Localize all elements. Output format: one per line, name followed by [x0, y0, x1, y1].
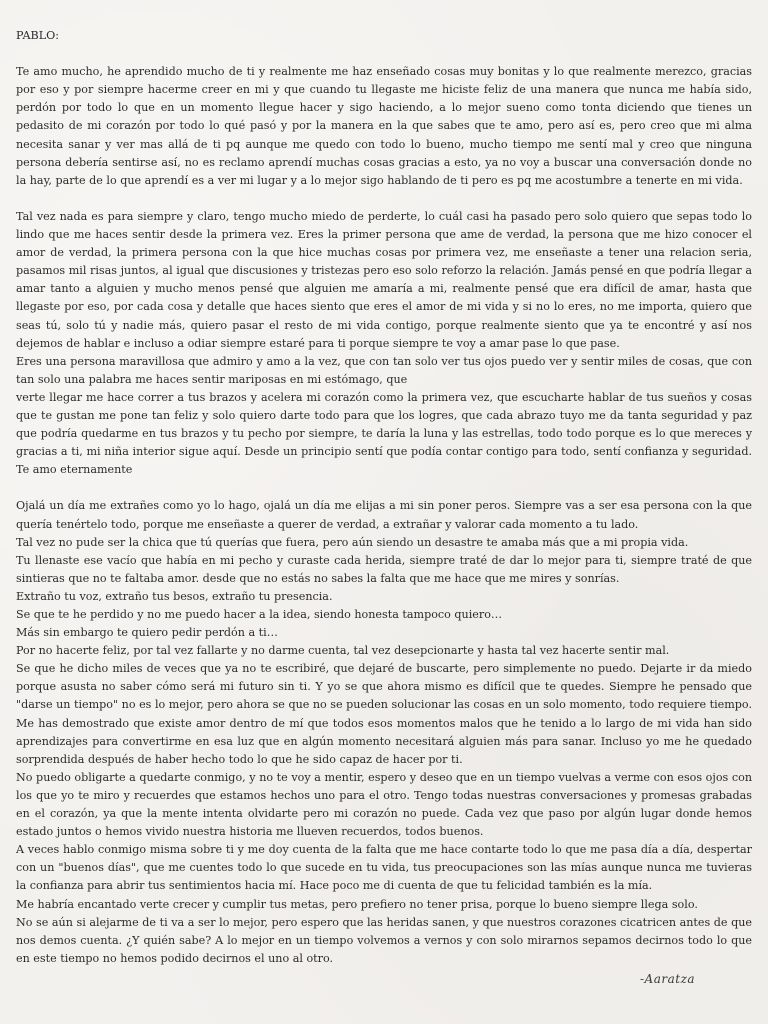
paragraph-spacer [16, 479, 752, 497]
letter-paragraph: Tal vez nada es para siempre y claro, tengo mucho miedo de perderte, lo cuál casi ha pasado pero solo quiero que sepas todo lo lindo que me haces sentir desde la primera vez. Eres la primer persona que ame de verdad, la persona que me hizo conocer el amor de verdad, la primera persona con la que hice muchas cosas por primera vez, me enseñaste a tener una relacion seria, pasamos mil risas juntos, al igual que discusiones y tristezas pero eso solo reforzo la relación. Jamás pensé en que podría llegar a amar tanto a alguien y mucho menos pensé que alguien me amaría a mi, realmente pensé que era difícil de amar, hasta que llegaste por eso, por cada cosa y detalle que haces siento que eres el amor de mi vida y si no lo eres, no me importa, quiero que seas tú, solo tú y nadie más, quiero pasar el resto de mi vida contigo, porque realmente siento que ya te encontré y así nos dejemos de hablar e incluso a odiar siempre estaré para ti porque siempre te voy a amar pase lo que pase. [16, 209, 752, 350]
letter-paragraph: A veces hablo conmigo misma sobre ti y me doy cuenta de la falta que me hace contarte todo lo que me pasa día a día, despertar con un "buenos días", que me cuentes todo lo que sucede en tu vida, tus preocupaciones son las mías aunque nunca me tuvieras la confianza para abrir tus sentimientos hacia mí. Hace poco me di cuenta de que tu felicidad también es la mía. [16, 843, 752, 893]
letter-paragraph: Ojalá un día me extrañes como yo lo hago, ojalá un día me elijas a mi sin poner peros. Siempre vas a ser esa persona con la que quería tenértelo todo, porque me enseñaste a querer de verdad, a extrañar y valorar cada momento a tu lado. [16, 499, 752, 531]
letter-salutation: PABLO: [16, 29, 59, 42]
letter-paragraph: Te amo mucho, he aprendido mucho de ti y realmente me haz enseñado cosas muy bonitas y lo que realmente merezco, gracias por eso y por siempre hacerme creer en mi y que cuando tu llegaste me hiciste feliz de una manera que nunca me había sido, perdón por todo lo que en un momento llegue hacer y sigo haciendo, a lo mejor sueno como tonta diciendo que tienes un pedasito de mi corazón por todo lo qué pasó y por la manera en la que sabes que te amo, pero así es, pero creo que mi alma necesita sanar y ver mas allá de ti pq aunque me quedo con todo lo bueno, mucho tiempo me sentí mal y creo que ninguna persona debería sentirse así, no es reclamo aprendí muchas cosas gracias a esto, ya no voy a buscar una conversación donde no la hay, parte de lo que aprendí es a ver mi lugar y a lo mejor sigo hablando de ti pero es pq me acostumbre a tenerte en mi vida. [16, 65, 752, 187]
paragraph-spacer [16, 190, 752, 208]
letter-paragraph: Me habría encantado verte crecer y cumplir tus metas, pero prefiero no tener prisa, porque lo bueno siempre llega solo. [16, 897, 698, 911]
letter-paragraph: Tal vez no pude ser la chica que tú querías que fuera, pero aún siendo un desastre te amaba más que a mi propia vida. [16, 535, 689, 549]
letter-paragraph: Por no hacerte feliz, por tal vez fallarte y no darme cuenta, tal vez desepcionarte y hasta tal vez hacerte sentir mal. [16, 644, 670, 658]
letter-paragraphs [16, 63, 752, 968]
letter-body [16, 27, 752, 968]
letter-paragraph: Extraño tu voz, extraño tus besos, extraño tu presencia. [16, 589, 333, 603]
letter-paragraph: Se que te he perdido y no me puedo hacer a la idea, siendo honesta tampoco quiero… [16, 608, 503, 621]
letter-paragraph: No se aún si alejarme de ti va a ser lo mejor, pero espero que las heridas sanen, y que nuestros corazones cicatricen antes de que nos demos cuenta. ¿Y quién sabe? A lo mejor en un tiempo volvemos a vernos y con solo mirarnos sepamos decirnos todo lo que en este tiempo no hemos podido decirnos el uno al otro. [16, 915, 752, 965]
letter-paragraph: Más sin embargo te quiero pedir perdón a ti… [16, 626, 278, 640]
letter-paragraph: Tu llenaste ese vacío que había en mi pecho y curaste cada herida, siempre traté de dar lo mejor para ti, siempre traté de que sintieras que no te faltaba amor. desde que no estás no sabes la falta que me hace que me mires y sonrías. [16, 553, 752, 585]
signature: -Aaratza [640, 972, 696, 986]
letter-paragraph: verte llegar me hace correr a tus brazos y acelera mi corazón como la primera vez, que escucharte hablar de tus sueños y cosas que te gustan me pone tan feliz y solo quiero darte todo para que los logres, que cada abrazo tuyo me da tanta seguridad y paz que podría quedarme en tus brazos y tu pecho por siempre, te daría la luna y las estrellas, todo todo porque es lo que mereces y gracias a ti, mi niña interior sigue aquí. Desde un principio sentí que podía contar contigo para todo, sentí confianza y seguridad. Te amo eternamente [16, 390, 752, 477]
letter-paragraph: No puedo obligarte a quedarte conmigo, y no te voy a mentir, espero y deseo que en un tiempo vuelvas a verme con esos ojos con los que yo te miro y recuerdes que estamos hechos uno para el otro. Tengo todas nuestras conversaciones y promesas grabadas en el corazón, ya que la mente intenta olvidarte pero mi corazón no puede. Cada vez que paso por algún lugar donde hemos estado juntos o hemos vivido nuestra historia me llueven recuerdos, todos buenos. [16, 770, 752, 839]
letter-paragraph: Se que he dicho miles de veces que ya no te escribiré, que dejaré de buscarte, pero simplemente no puedo. Dejarte ir da miedo porque asusta no saber cómo será mi futuro sin ti. Y yo se que ahora mismo es difícil que te quedes. Siempre he pensado que "darse un tiempo" no es lo mejor, pero ahora se que no se pueden solucionar las cosas en un solo momento, todo requiere tiempo. Me has demostrado que existe amor dentro de mí que todos esos momentos malos que he tenido a lo largo de mi vida han sido aprendizajes para convertirme en esa luz que en algún momento necesitará alguien más para sanar. Incluso yo me he quedado sorprendida después de haber hecho todo lo que he sido capaz de hacer por ti. [16, 662, 752, 766]
letter-paragraph: Eres una persona maravillosa que admiro y amo a la vez, que con tan solo ver tus ojos puedo ver y sentir miles de cosas, que con tan solo una palabra me haces sentir mariposas en mi estómago, que [16, 354, 752, 386]
